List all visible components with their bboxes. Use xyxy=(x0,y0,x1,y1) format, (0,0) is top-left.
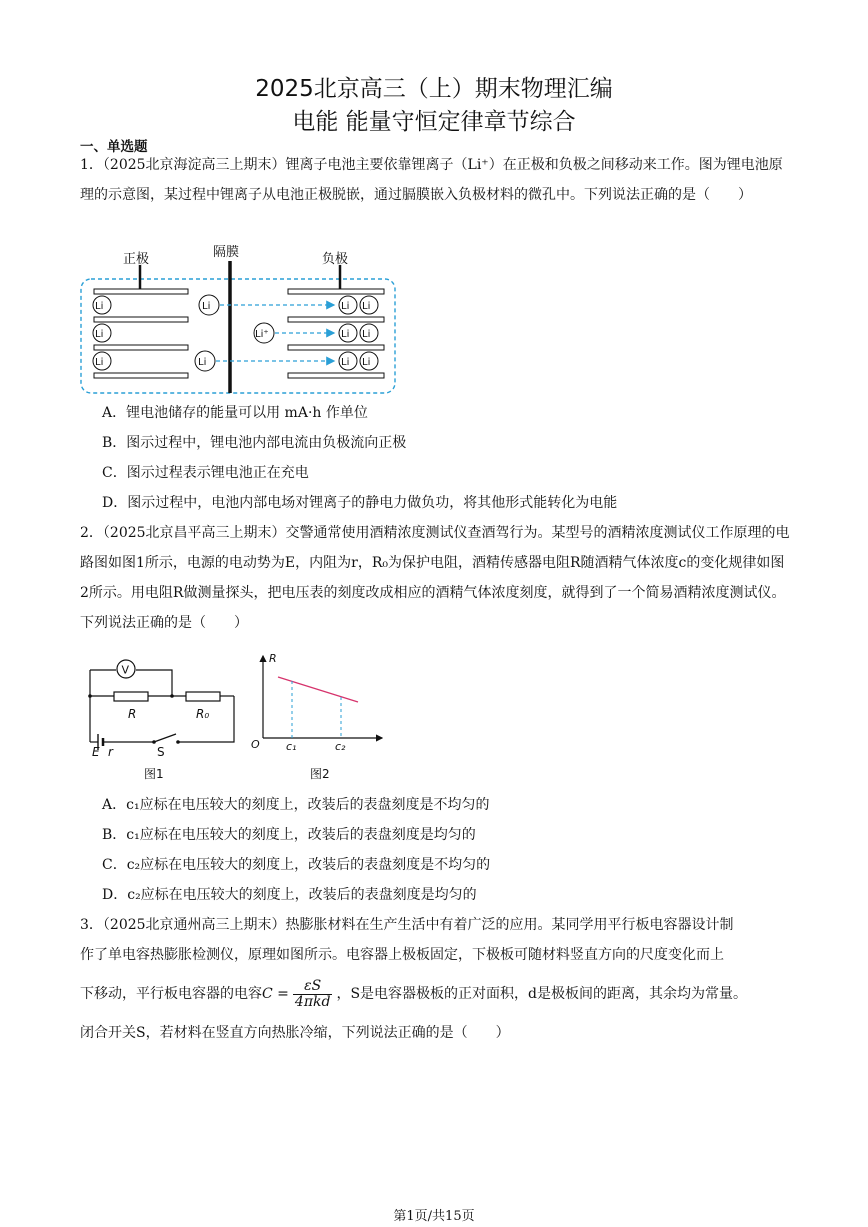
q2-option-b: B．c₁应标在电压较大的刻度上，改装后的表盘刻度是均匀的 xyxy=(102,827,476,843)
q2-option-a: A．c₁应标在电压较大的刻度上，改装后的表盘刻度是不均匀的 xyxy=(102,797,490,813)
svg-text:Li: Li xyxy=(362,329,371,340)
li-ion xyxy=(360,324,378,342)
svg-text:R: R xyxy=(128,707,137,721)
page-subtitle: 电能 能量守恒定律章节综合 xyxy=(292,109,576,135)
q1-option-a: A．锂电池储存的能量可以用 mA·h 作单位 xyxy=(102,405,368,421)
q3-line4: 闭合开关S，若材料在竖直方向热胀冷缩，下列说法正确的是（ ） xyxy=(80,1025,510,1041)
svg-text:r: r xyxy=(108,745,113,759)
li-ion xyxy=(199,295,219,315)
section-heading: 一、单选题 xyxy=(80,139,148,155)
page-footer: 第1页/共15页 xyxy=(393,1209,475,1224)
li-ion xyxy=(93,296,111,314)
figure1-caption: 图1 xyxy=(144,767,164,781)
page-title: 2025北京高三（上）期末物理汇编 xyxy=(255,76,613,102)
resistor-r0 xyxy=(186,692,220,701)
q1-option-d: D．图示过程中，电池内部电场对锂离子的静电力做负功，将其他形式能转化为电能 xyxy=(102,495,618,511)
capacitance-formula xyxy=(293,979,333,1010)
q2-circuit-figure1 xyxy=(84,650,244,782)
formula-denominator: 4πkd xyxy=(294,993,331,1010)
svg-text:O: O xyxy=(251,738,260,751)
svg-text:c₂: c₂ xyxy=(335,740,346,753)
svg-text:Li⁺: Li⁺ xyxy=(255,329,269,340)
negative-label: 负极 xyxy=(322,252,349,267)
svg-text:Li: Li xyxy=(95,357,104,368)
q2-stem: 2．（2025北京昌平高三上期末）交警通常使用酒精浓度测试仪查酒驾行为。某型号的酒精浓度测试仪工作原理的电路图如图1所示，电源的电动势为E，内阻为r，R₀为保护电阻，酒精传感器电阻R随酒精气体浓度c的变化规律如图2所示。用电阻R做测量探头，把电压表的刻度改成相应的酒精气体浓度刻度，就得到了一个简易酒精浓度测试仪。下列说法正确的是（ ） xyxy=(80,525,790,631)
svg-text:R: R xyxy=(269,652,277,665)
capacitance-formula-lhs: C = xyxy=(262,986,289,1002)
q2-option-c: C．c₂应标在电压较大的刻度上，改装后的表盘刻度是不均匀的 xyxy=(102,857,491,873)
li-ion xyxy=(339,352,357,370)
q1-battery-diagram xyxy=(78,243,398,395)
svg-text:Li: Li xyxy=(341,329,350,340)
li-ion xyxy=(93,324,111,342)
positive-plate xyxy=(94,289,188,294)
q1-stem: 1．（2025北京海淀高三上期末）锂离子电池主要依靠锂离子（Li⁺）在正极和负极之间移动来工作。图为锂电池原理的示意图，某过程中锂离子从电池正极脱嵌，通过膈膜嵌入负极材料的微孔中。下列说法正确的是（ ） xyxy=(80,157,783,203)
svg-text:Li: Li xyxy=(341,301,350,312)
svg-text:R₀: R₀ xyxy=(196,707,210,721)
positive-plate xyxy=(94,345,188,350)
svg-text:Li: Li xyxy=(198,357,207,368)
positive-label: 正极 xyxy=(123,252,150,267)
q2-option-d: D．c₂应标在电压较大的刻度上，改装后的表盘刻度是均匀的 xyxy=(102,887,477,903)
switch-s xyxy=(154,734,176,742)
figure2-caption: 图2 xyxy=(310,767,330,781)
separator-label: 隔膜 xyxy=(213,245,240,260)
q3-line2: 作了单电容热膨胀检测仪，原理如图所示。电容器上极板固定，下极板可随材料竖直方向的尺度变化而上 xyxy=(80,947,724,963)
q3-line3-text-b: ，S是电容器极板的正对面积，d是极板间的距离，其余均为常量。 xyxy=(336,986,748,1002)
li-ion xyxy=(195,351,215,371)
svg-text:c₁: c₁ xyxy=(286,740,297,753)
positive-plate xyxy=(94,373,188,378)
negative-plate xyxy=(288,317,384,322)
svg-text:V: V xyxy=(121,663,130,677)
positive-plate xyxy=(94,317,188,322)
li-ion xyxy=(93,352,111,370)
svg-text:Li: Li xyxy=(95,329,104,340)
negative-plate xyxy=(288,373,384,378)
li-ion xyxy=(360,296,378,314)
svg-text:E: E xyxy=(92,745,100,759)
svg-text:Li: Li xyxy=(202,301,211,312)
li-ion xyxy=(339,296,357,314)
q2-graph-figure2 xyxy=(248,650,388,782)
q3-line1: 3．（2025北京通州高三上期末）热膨胀材料在生产生活中有着广泛的应用。某同学用平行板电容器设计制 xyxy=(80,917,734,933)
li-ion xyxy=(360,352,378,370)
negative-plate xyxy=(288,289,384,294)
negative-plate xyxy=(288,345,384,350)
svg-text:Li: Li xyxy=(95,301,104,312)
q3-line3 xyxy=(80,972,790,1016)
li-ion-moving xyxy=(254,323,274,343)
li-ion xyxy=(339,324,357,342)
svg-text:Li: Li xyxy=(362,357,371,368)
q1-option-c: C．图示过程表示锂电池正在充电 xyxy=(102,465,309,481)
r-c-line xyxy=(278,677,358,702)
svg-text:Li: Li xyxy=(362,301,371,312)
svg-text:S: S xyxy=(157,745,165,759)
q1-option-b: B．图示过程中，锂电池内部电流由负极流向正极 xyxy=(102,435,407,451)
q3-line3-text-a: 下移动，平行板电容器的电容 xyxy=(80,986,262,1002)
svg-text:Li: Li xyxy=(341,357,350,368)
resistor-r xyxy=(114,692,148,701)
formula-numerator: εS xyxy=(293,979,333,995)
